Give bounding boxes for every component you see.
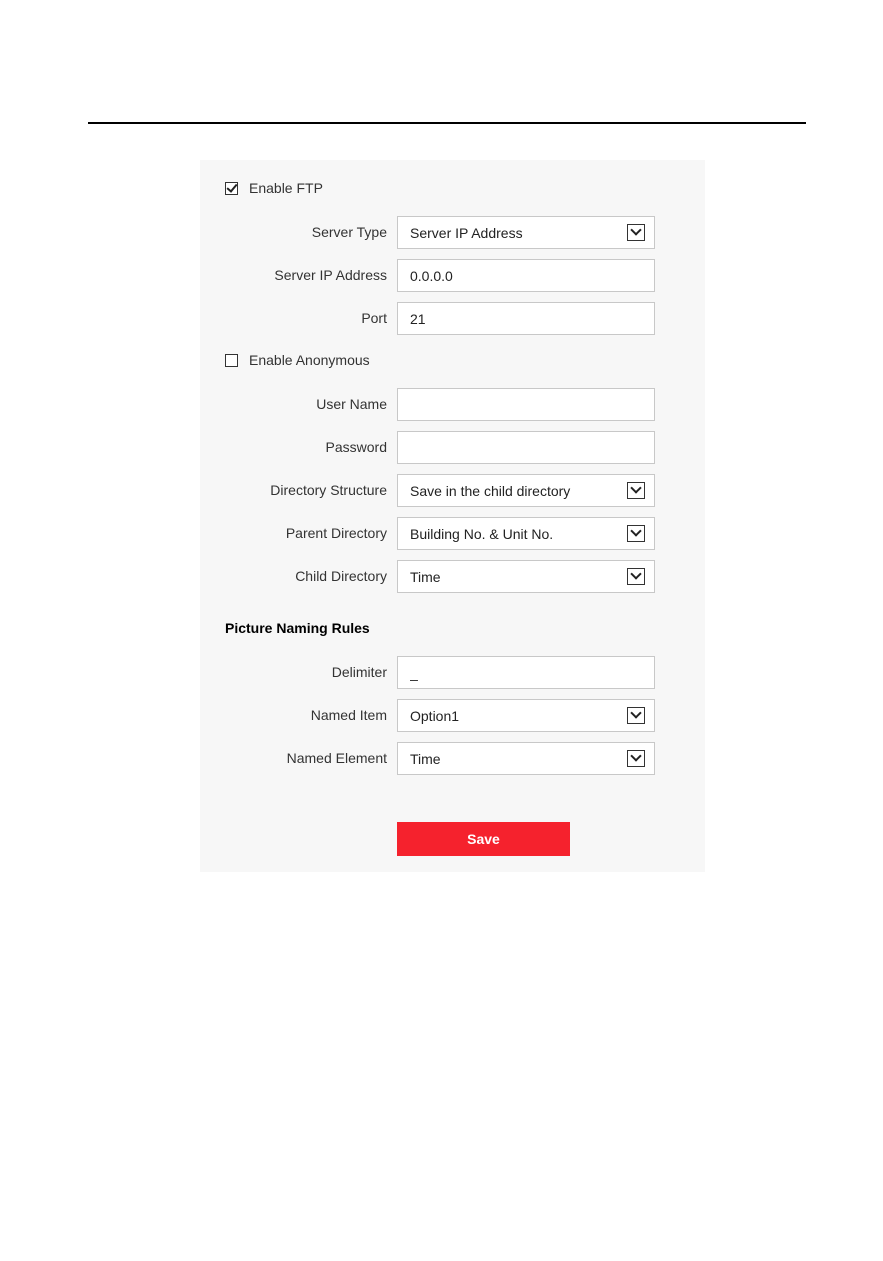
enable-anonymous-checkbox[interactable] bbox=[225, 354, 238, 367]
named-item-value: Option1 bbox=[410, 707, 460, 724]
child-directory-value: Time bbox=[410, 568, 441, 585]
port-label: Port bbox=[361, 310, 387, 326]
enable-ftp-row[interactable] bbox=[225, 178, 323, 198]
chevron-down-icon[interactable] bbox=[627, 750, 645, 767]
directory-structure-label: Directory Structure bbox=[270, 482, 387, 498]
enable-ftp-label: Enable FTP bbox=[249, 180, 323, 196]
delimiter-label: Delimiter bbox=[331, 664, 387, 680]
password-input[interactable] bbox=[397, 431, 655, 464]
child-directory-label: Child Directory bbox=[295, 568, 387, 584]
named-element-select[interactable] bbox=[397, 742, 655, 775]
port-input[interactable] bbox=[397, 302, 655, 335]
header-rule bbox=[88, 122, 806, 124]
server-ip-input[interactable] bbox=[397, 259, 655, 292]
enable-anonymous-label: Enable Anonymous bbox=[249, 352, 370, 368]
named-element-label: Named Element bbox=[286, 750, 387, 766]
chevron-down-icon[interactable] bbox=[627, 482, 645, 499]
port-value: 21 bbox=[410, 310, 426, 327]
picture-naming-rules-title: Picture Naming Rules bbox=[225, 620, 370, 636]
server-type-label: Server Type bbox=[311, 224, 387, 240]
user-name-label: User Name bbox=[316, 396, 387, 412]
password-label: Password bbox=[325, 439, 387, 455]
server-ip-label: Server IP Address bbox=[274, 267, 387, 283]
chevron-down-icon[interactable] bbox=[627, 224, 645, 241]
chevron-down-icon[interactable] bbox=[627, 568, 645, 585]
enable-anonymous-row[interactable] bbox=[225, 350, 370, 370]
directory-structure-select[interactable] bbox=[397, 474, 655, 507]
server-type-value: Server IP Address bbox=[410, 224, 523, 241]
enable-ftp-checkbox[interactable] bbox=[225, 182, 238, 195]
named-item-select[interactable] bbox=[397, 699, 655, 732]
parent-directory-select[interactable] bbox=[397, 517, 655, 550]
parent-directory-value: Building No. & Unit No. bbox=[410, 525, 554, 542]
server-ip-value: 0.0.0.0 bbox=[410, 267, 453, 284]
save-button[interactable]: Save bbox=[397, 822, 570, 856]
user-name-input[interactable] bbox=[397, 388, 655, 421]
child-directory-select[interactable] bbox=[397, 560, 655, 593]
chevron-down-icon[interactable] bbox=[627, 707, 645, 724]
named-item-label: Named Item bbox=[310, 707, 387, 723]
server-type-select[interactable] bbox=[397, 216, 655, 249]
directory-structure-value: Save in the child directory bbox=[410, 482, 571, 499]
delimiter-input[interactable] bbox=[397, 656, 655, 689]
named-element-value: Time bbox=[410, 750, 441, 767]
chevron-down-icon[interactable] bbox=[627, 525, 645, 542]
delimiter-value: _ bbox=[410, 664, 418, 681]
parent-directory-label: Parent Directory bbox=[285, 525, 387, 541]
